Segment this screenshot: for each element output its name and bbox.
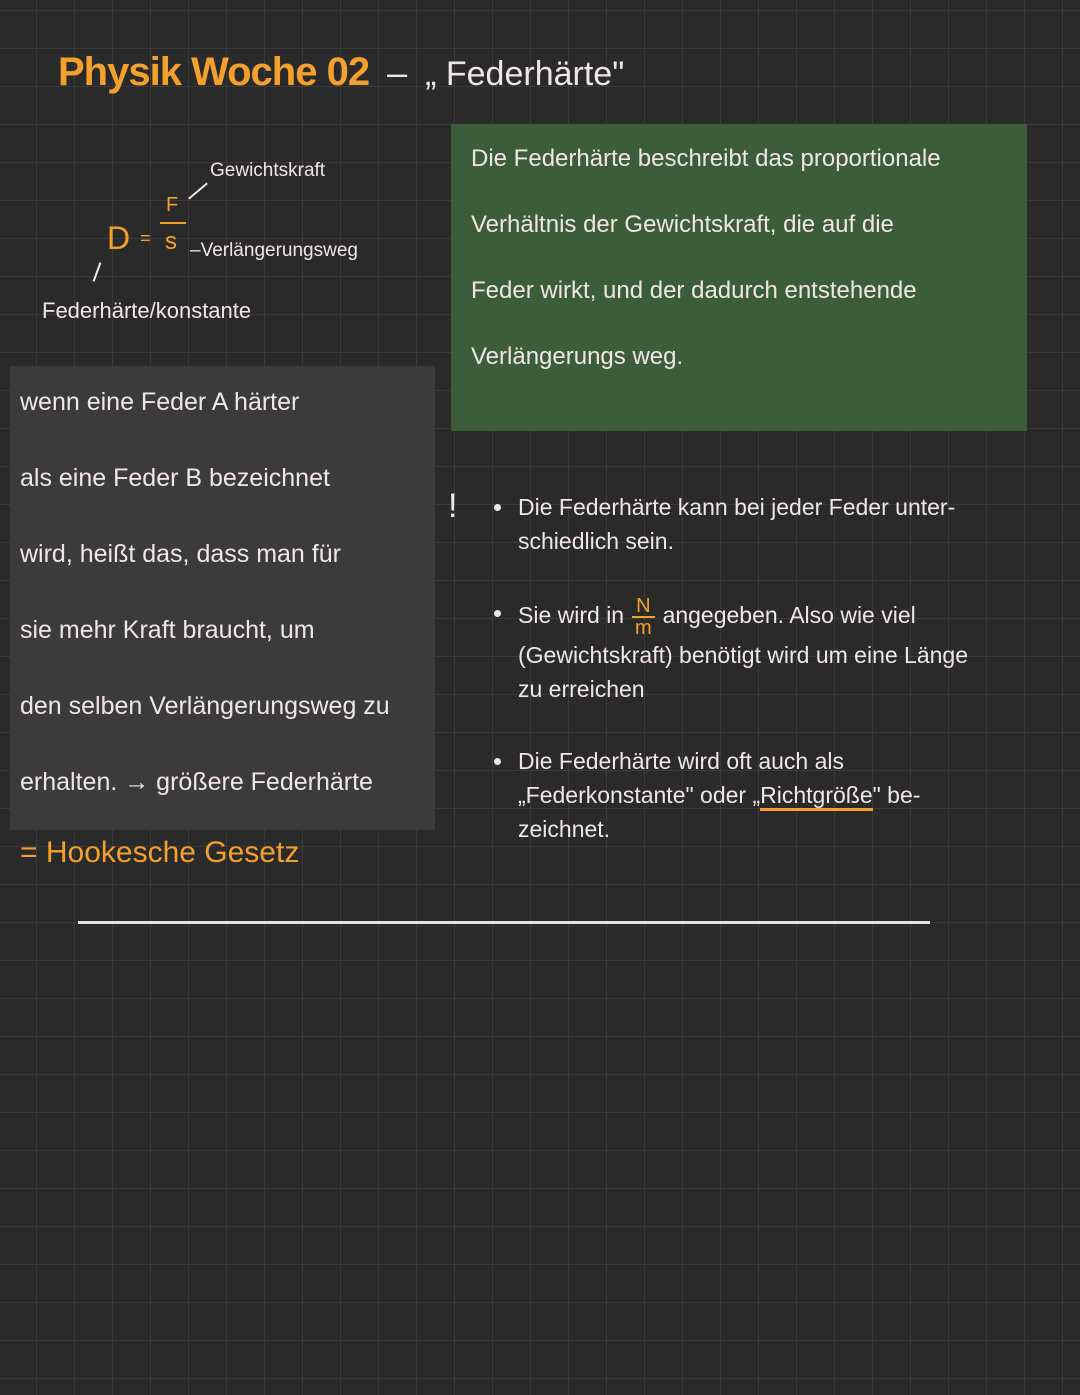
unit-denominator: m (635, 617, 652, 639)
note-bullet-2 (448, 596, 1074, 706)
note-line: Sie wird in (518, 602, 625, 629)
richtgroesse-term: Richtgröße (760, 782, 872, 811)
note-bullet-3 (448, 744, 1074, 846)
divider (78, 921, 930, 924)
formula-numerator: F (166, 194, 179, 216)
fraction-bar (160, 222, 186, 224)
note-line: " be- (872, 782, 921, 808)
pointer-line (188, 183, 208, 200)
note-line: Die Federhärte wird oft auch als (518, 748, 844, 774)
explanation-line: wird, heißt das, dass man für (20, 540, 341, 568)
definition-line: Feder wirkt, und der dadurch entstehende (471, 277, 917, 304)
hookes-law: = Hookesche Gesetz (20, 836, 300, 869)
bullet-icon (494, 504, 501, 511)
formula-denominator: s (165, 228, 177, 255)
definition-box (451, 124, 1027, 431)
definition-line: Verhältnis der Gewichtskraft, die auf die (471, 211, 894, 238)
explanation-box (10, 366, 435, 830)
definition-line: Verlängerungs weg. (471, 343, 684, 370)
explanation-line: wenn eine Feder A härter (20, 388, 300, 416)
label-denominator: –Verlängerungsweg (190, 240, 358, 261)
explanation-line: sie mehr Kraft braucht, um (20, 616, 315, 644)
page-title: Physik Woche 02 (58, 50, 370, 94)
warning-icon: ! (448, 487, 458, 525)
label-numerator: Gewichtskraft (210, 160, 326, 181)
pointer-line (93, 262, 102, 281)
note-line: zeichnet. (518, 816, 611, 842)
note-line: Die Federhärte kann bei jeder Feder unter- (518, 494, 956, 520)
formula-eq: = (140, 228, 151, 248)
formula-lhs: D (107, 220, 131, 256)
note-line: angegeben. Also wie viel (662, 602, 916, 629)
bullet-icon (494, 758, 501, 765)
definition-line: Die Federhärte beschreibt das proportionale (471, 145, 941, 172)
note-line: zu erreichen (518, 676, 645, 702)
title-row (58, 50, 624, 95)
page-subtitle: „ Federhärte" (425, 55, 625, 93)
label-lhs: Federhärte/konstante (42, 298, 252, 323)
note-bullet-1 (448, 487, 1074, 558)
title-dash: – (387, 52, 408, 93)
unit-numerator: N (632, 596, 654, 618)
note-line: „Federkonstante" oder „ (518, 782, 761, 808)
explanation-line: als eine Feder B bezeichnet (20, 464, 330, 492)
note-line: (Gewichtskraft) benötigt wird um eine Länge (518, 642, 968, 668)
explanation-line: den selben Verlängerungsweg zu (20, 692, 390, 720)
notes (448, 487, 1074, 846)
explanation-line: erhalten. → größere Federhärte (20, 768, 373, 796)
bullet-icon (494, 610, 501, 617)
unit-fraction (632, 596, 654, 638)
note-line: schiedlich sein. (518, 528, 674, 554)
